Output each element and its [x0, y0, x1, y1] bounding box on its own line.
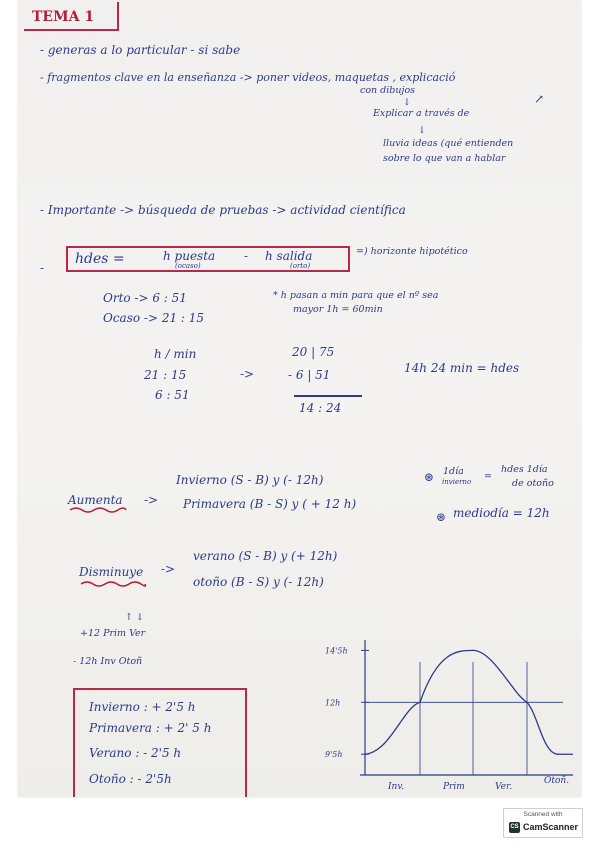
down-arrow-2: ↓	[418, 125, 426, 136]
aumenta-arrow: ->	[144, 493, 159, 507]
asterisk-2: ⊛	[436, 510, 447, 524]
formula-note: =) horizonte hipotético	[356, 246, 468, 257]
camscanner-logo-icon: CS	[509, 822, 520, 833]
formula-h-puesta: h puesta	[163, 249, 216, 263]
sub-row-2: - 6 | 51	[288, 368, 331, 382]
h-min-header: h / min	[154, 347, 197, 361]
x-tick-label: Ver.	[495, 782, 513, 792]
note-line-2b: con dibujos	[360, 85, 416, 96]
minutes-note: * h pasan a min para que el nº sea	[273, 290, 439, 301]
curve-point	[419, 702, 420, 703]
notebook-page	[18, 0, 581, 797]
curve-point	[364, 754, 365, 755]
side-invierno: invierno	[442, 478, 472, 486]
formula-lhs: hdes =	[75, 251, 125, 267]
disminuye-underline	[79, 580, 147, 588]
row-6-51: 6 : 51	[155, 388, 190, 402]
side-eq: =	[484, 471, 492, 482]
formula-ocaso: (ocaso)	[175, 262, 201, 270]
formula-dash: -	[40, 261, 45, 275]
down-arrow-1: ↓	[403, 97, 411, 108]
summary-invierno: Invierno : + 2'5 h	[89, 700, 196, 714]
side-otono: de otoño	[512, 478, 554, 489]
x-tick-label: Inv.	[388, 782, 405, 792]
sub-line	[294, 395, 362, 397]
ocaso-line: Ocaso -> 21 : 15	[103, 311, 205, 325]
note-line-4b: sobre lo que van a hablar	[383, 153, 506, 164]
side-mediodia: mediodía = 12h	[453, 506, 550, 520]
up-down-arrows: ↑ ↓	[125, 612, 144, 623]
aumenta-primavera: Primavera (B - S) y ( + 12 h)	[183, 497, 357, 511]
curve-point	[526, 702, 527, 703]
y-tick-label: 9'5h	[325, 750, 343, 760]
curve-point	[472, 650, 473, 651]
x-tick-label: Otoñ.	[544, 776, 570, 786]
formula-h-salida: h salida	[265, 249, 313, 263]
minus-12-line: - 12h Inv Otoñ	[73, 656, 143, 667]
up-arrow-1: ↗	[534, 92, 545, 106]
sub-row-1: 20 | 75	[292, 345, 335, 359]
aumenta-invierno: Invierno (S - B) y (- 12h)	[176, 473, 324, 487]
side-1-dia: 1día	[443, 466, 464, 477]
summary-otono: Otoño : - 2'5h	[89, 772, 172, 786]
formula-minus: -	[244, 249, 249, 263]
y-tick-label: 12h	[325, 698, 341, 708]
camscanner-name: CamScanner	[523, 822, 579, 832]
asterisk-1: ⊛	[424, 470, 435, 484]
summary-primavera: Primavera : + 2' 5 h	[89, 721, 212, 735]
note-line-4: lluvia ideas (qué entienden	[383, 138, 514, 149]
note-line-2: - fragmentos clave en la enseñanza -> poner videos, maquetas , explicació	[40, 71, 456, 84]
note-line-1: - generas a lo particular - si sabe	[40, 43, 241, 57]
disminuye-verano: verano (S - B) y (+ 12h)	[193, 549, 338, 563]
scanned-with-label: Scanned with	[523, 811, 563, 818]
formula-orto: (orto)	[290, 262, 311, 270]
calc-arrow: ->	[240, 367, 255, 381]
daylight-chart	[298, 630, 581, 797]
page-title: TEMA 1	[32, 9, 95, 25]
summary-verano: Verano : - 2'5 h	[89, 746, 182, 760]
disminuye-otono: otoño (B - S) y (- 12h)	[193, 575, 324, 589]
camscanner-badge	[503, 808, 583, 838]
note-line-5: - Importante -> búsqueda de pruebas -> actividad científica	[40, 203, 406, 217]
x-tick-label: Prim	[443, 782, 465, 792]
y-tick-label: 14'5h	[325, 646, 348, 656]
curve-point	[557, 754, 558, 755]
disminuye-arrow: ->	[161, 562, 176, 576]
orto-line: Orto -> 6 : 51	[103, 291, 187, 305]
note-line-3: Explicar a través de	[373, 108, 470, 119]
minutes-note-2: mayor 1h = 60min	[293, 304, 383, 315]
aumenta-label: Aumenta	[68, 493, 123, 507]
side-hdes: hdes 1día	[501, 464, 548, 475]
plus-12-line: +12 Prim Ver	[80, 628, 146, 639]
aumenta-underline	[68, 506, 128, 514]
result-line: 14h 24 min = hdes	[404, 361, 520, 375]
sub-result: 14 : 24	[299, 401, 342, 415]
disminuye-label: Disminuye	[79, 565, 144, 579]
row-21-15: 21 : 15	[144, 368, 187, 382]
